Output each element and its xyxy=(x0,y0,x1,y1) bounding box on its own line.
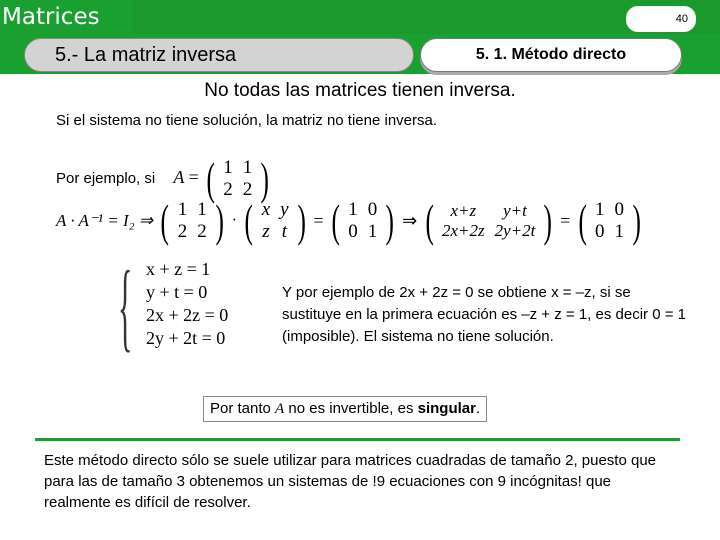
final-note: Este método directo sólo se suele utilizar para matrices cuadradas de tamaño 2, puesto que para las de tamaño 3 obtenemos un sistemas de !9 ecuaciones con 9 incógnitas! que realmente es difícil de resolver. xyxy=(44,452,657,511)
explanation-text: Y por ejemplo de 2x + 2z = 0 se obtiene x = –z, si se sustituye en la primera ecuación es –z + z = 1, es decir 0 = 1 (imposible). El sistema no tiene solución. xyxy=(282,284,686,345)
identity-matrix-2: ( 1 0 0 1 ) xyxy=(578,195,641,246)
brand-title: Matrices xyxy=(0,0,132,34)
conclusion-box: Por tanto A no es invertible, es singular. xyxy=(203,396,487,422)
matrix-unknowns: ( x y z t ) xyxy=(244,195,306,246)
equation-3: 2x + 2z = 0 xyxy=(146,305,229,325)
matrix-a: ( 1 1 2 2 ) xyxy=(206,153,270,204)
matrix-a-name: A xyxy=(173,166,185,187)
matrix-a-copy: ( 1 1 2 2 ) xyxy=(160,195,224,246)
page-number: 40 xyxy=(626,6,696,32)
intro-text: Si el sistema no tiene solución, la matriz no tiene inversa. xyxy=(56,112,438,129)
singular-term: singular xyxy=(417,400,476,417)
example-label: Por ejemplo, si xyxy=(56,169,156,187)
equation-1: x + z = 1 xyxy=(146,259,211,279)
identity-equation: A · A⁻¹ = I₂ ⇒ xyxy=(56,211,154,230)
product-matrix: ( x+z y+t 2x+2z 2y+2t ) xyxy=(425,195,553,246)
system-brace: { xyxy=(118,250,133,361)
method-subtitle: 5. 1. Método directo xyxy=(420,38,682,72)
divider xyxy=(35,438,680,441)
equation-2: y + t = 0 xyxy=(146,282,208,302)
identity-matrix: ( 1 0 0 1 ) xyxy=(331,195,395,246)
section-title: 5.- La matriz inversa xyxy=(24,38,414,72)
slide-heading: No todas las matrices tienen inversa. xyxy=(204,80,516,101)
equation-system xyxy=(130,258,228,350)
matrix-equation: A · A⁻¹ = I₂ ⇒ ( 1 1 2 2 ) · ( x y z t ) = ( 1 0 0 1 ) ⇒ ( x+z y+t 2x+2z 2y+2t ) = ( 1 0 0 1 ) xyxy=(56,198,644,244)
equation-4: 2y + 2t = 0 xyxy=(146,328,226,348)
example-line: Por ejemplo, si A = ( 1 1 2 2 ) xyxy=(56,156,273,202)
